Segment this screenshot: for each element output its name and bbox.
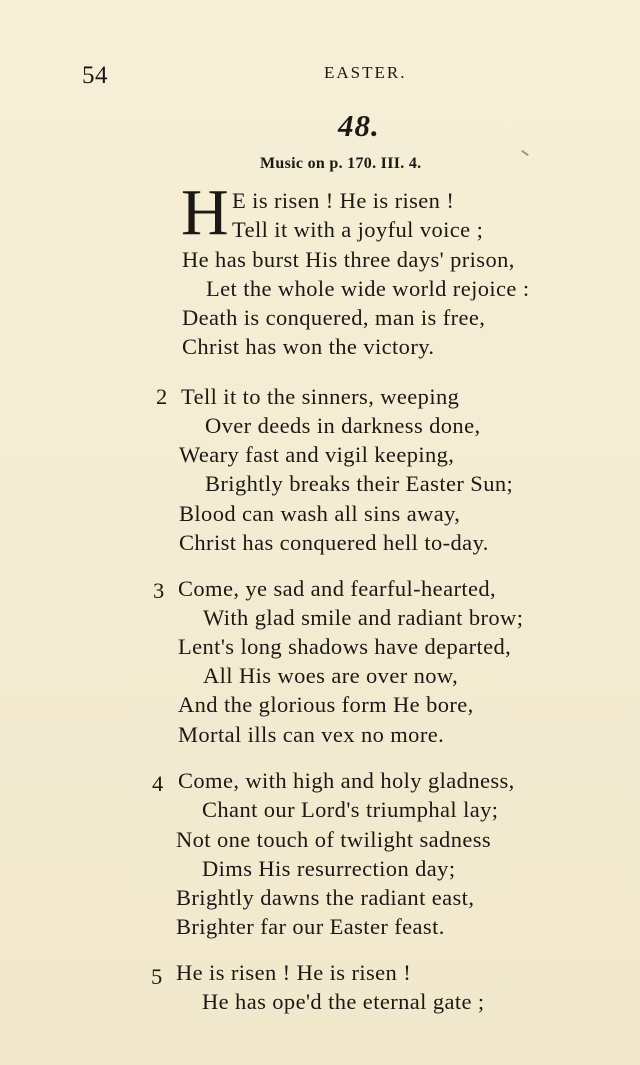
- verse-number: 5: [151, 964, 163, 989]
- verse-3-line-3: Lent's long shadows have departed,: [178, 634, 512, 659]
- verse-2-line-2: Over deeds in darkness done,: [205, 413, 481, 438]
- drop-cap: H: [181, 176, 229, 249]
- verse-3-line-4: All His woes are over now,: [203, 663, 459, 688]
- verse-1-line-6: Christ has won the victory.: [182, 334, 435, 359]
- verse-2-line-6: Christ has conquered hell to-day.: [179, 530, 489, 555]
- verse-1-line-4: Let the whole wide world rejoice :: [206, 276, 530, 301]
- verse-2-line-1: Tell it to the sinners, weeping: [181, 384, 460, 409]
- verse-3-line-6: Mortal ills can vex no more.: [178, 722, 445, 747]
- verse-3-line-1: Come, ye sad and fearful-hearted,: [178, 576, 497, 601]
- verse-4-line-1: Come, with high and holy gladness,: [178, 768, 515, 793]
- verse-1-line-2: Tell it with a joyful voice ;: [232, 217, 484, 242]
- verse-1-line-5: Death is conquered, man is free,: [182, 305, 486, 330]
- verse-number: 4: [152, 771, 164, 796]
- running-head: EASTER.: [324, 63, 407, 82]
- verse-3-line-5: And the glorious form He bore,: [178, 692, 474, 717]
- verse-2-line-3: Weary fast and vigil keeping,: [179, 442, 455, 467]
- tune-reference: Music on p. 170. III. 4.: [260, 155, 422, 172]
- verse-1-line-1: E is risen ! He is risen !: [232, 188, 455, 213]
- verse-number: 2: [156, 384, 168, 409]
- verse-5-line-1: He is risen ! He is risen !: [176, 960, 412, 985]
- verse-1-line-3: He has burst His three days' prison,: [182, 247, 515, 272]
- verse-2-line-4: Brightly breaks their Easter Sun;: [205, 471, 514, 496]
- hymn-number: 48.: [338, 108, 380, 143]
- verse-4-line-5: Brightly dawns the radiant east,: [176, 885, 475, 910]
- verse-4-line-6: Brighter far our Easter feast.: [176, 914, 445, 939]
- print-speck: [521, 150, 529, 156]
- verse-5-line-2: He has ope'd the eternal gate ;: [202, 989, 485, 1014]
- verse-4-line-3: Not one touch of twilight sadness: [176, 827, 492, 852]
- page-number: 54: [82, 62, 108, 89]
- verse-3-line-2: With glad smile and radiant brow;: [203, 605, 524, 630]
- verse-number: 3: [153, 578, 165, 603]
- verse-2-line-5: Blood can wash all sins away,: [179, 501, 461, 526]
- verse-4-line-2: Chant our Lord's triumphal lay;: [202, 797, 499, 822]
- verse-4-line-4: Dims His resurrection day;: [202, 856, 456, 881]
